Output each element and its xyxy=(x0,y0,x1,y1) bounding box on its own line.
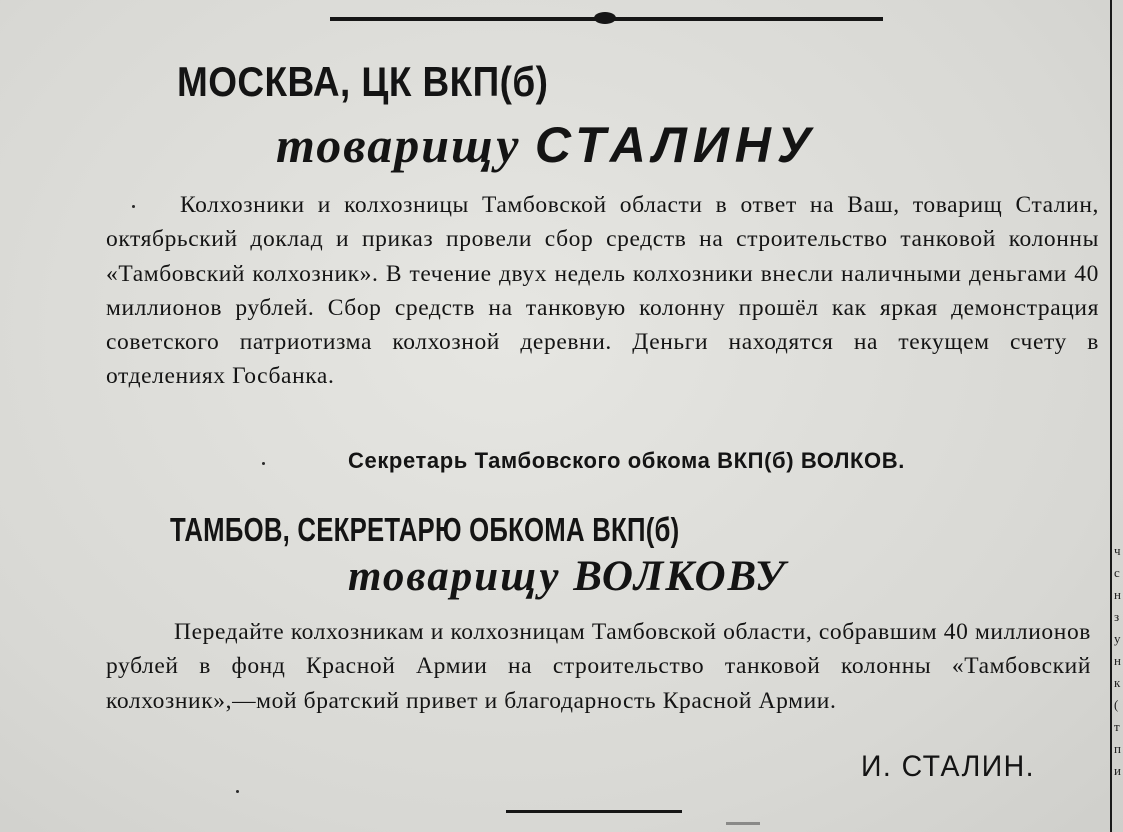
margin-letter: ( xyxy=(1114,697,1119,712)
margin-letter: п xyxy=(1114,741,1121,756)
telegram1-body: Колхозники и колхозницы Тамбовской области в ответ на Ваш, товарищ Сталин, октябрьский доклад и приказ провели сбор средств на строительство танковой колонны «Тамбовский колхозник». В течение двух недель колхозники внесли наличными деньгами 40 миллионов рублей. Сбор средств на танковую колонну прошёл как яркая демонстрация советского патриотизма колхозной деревни. Деньги находятся на текущем счету в отделениях Госбанка. xyxy=(106,192,1099,390)
margin-letter: с xyxy=(1114,565,1120,580)
telegram1-salutation xyxy=(276,116,817,174)
column-border xyxy=(1110,0,1112,832)
telegram1-salutation-name: СТАЛИНУ xyxy=(534,117,817,173)
margin-letter: к xyxy=(1114,675,1121,690)
telegram1-salutation-prefix: товарищу xyxy=(276,117,521,173)
telegram2-address: ТАМБОВ, СЕКРЕТАРЮ ОБКОМА ВКП(б) xyxy=(170,511,680,548)
bottom-divider-rule xyxy=(506,810,682,813)
print-speck xyxy=(236,790,239,793)
margin-letter: н xyxy=(1114,653,1121,668)
telegram2-salutation: товарищу ВОЛКОВУ xyxy=(348,553,787,600)
top-divider-ornament xyxy=(594,12,616,24)
telegram1-signature: Секретарь Тамбовского обкома ВКП(б) ВОЛКОВ. xyxy=(348,448,905,473)
print-speck xyxy=(262,462,265,465)
margin-letter: н xyxy=(1114,587,1121,602)
telegram2-body: Передайте колхозникам и колхозницам Тамбовской области, собравшим 40 миллионов рублей в фонд Красной Армии на строительство танковой колонны «Тамбовский колхозник»,—мой братский привет и благодарность Красной Армии. xyxy=(106,619,1091,714)
margin-letter: т xyxy=(1114,719,1120,734)
adjacent-column-fragment xyxy=(1114,0,1123,832)
bottom-divider-dash xyxy=(726,822,760,825)
margin-letter: у xyxy=(1114,631,1121,646)
telegram1-address: МОСКВА, ЦК ВКП(б) xyxy=(177,58,549,105)
margin-letter: з xyxy=(1114,609,1120,624)
print-speck xyxy=(132,205,135,208)
telegram2-signature: И. СТАЛИН. xyxy=(861,750,1035,783)
margin-letter: ч xyxy=(1114,543,1121,558)
margin-letter: и xyxy=(1114,763,1121,778)
